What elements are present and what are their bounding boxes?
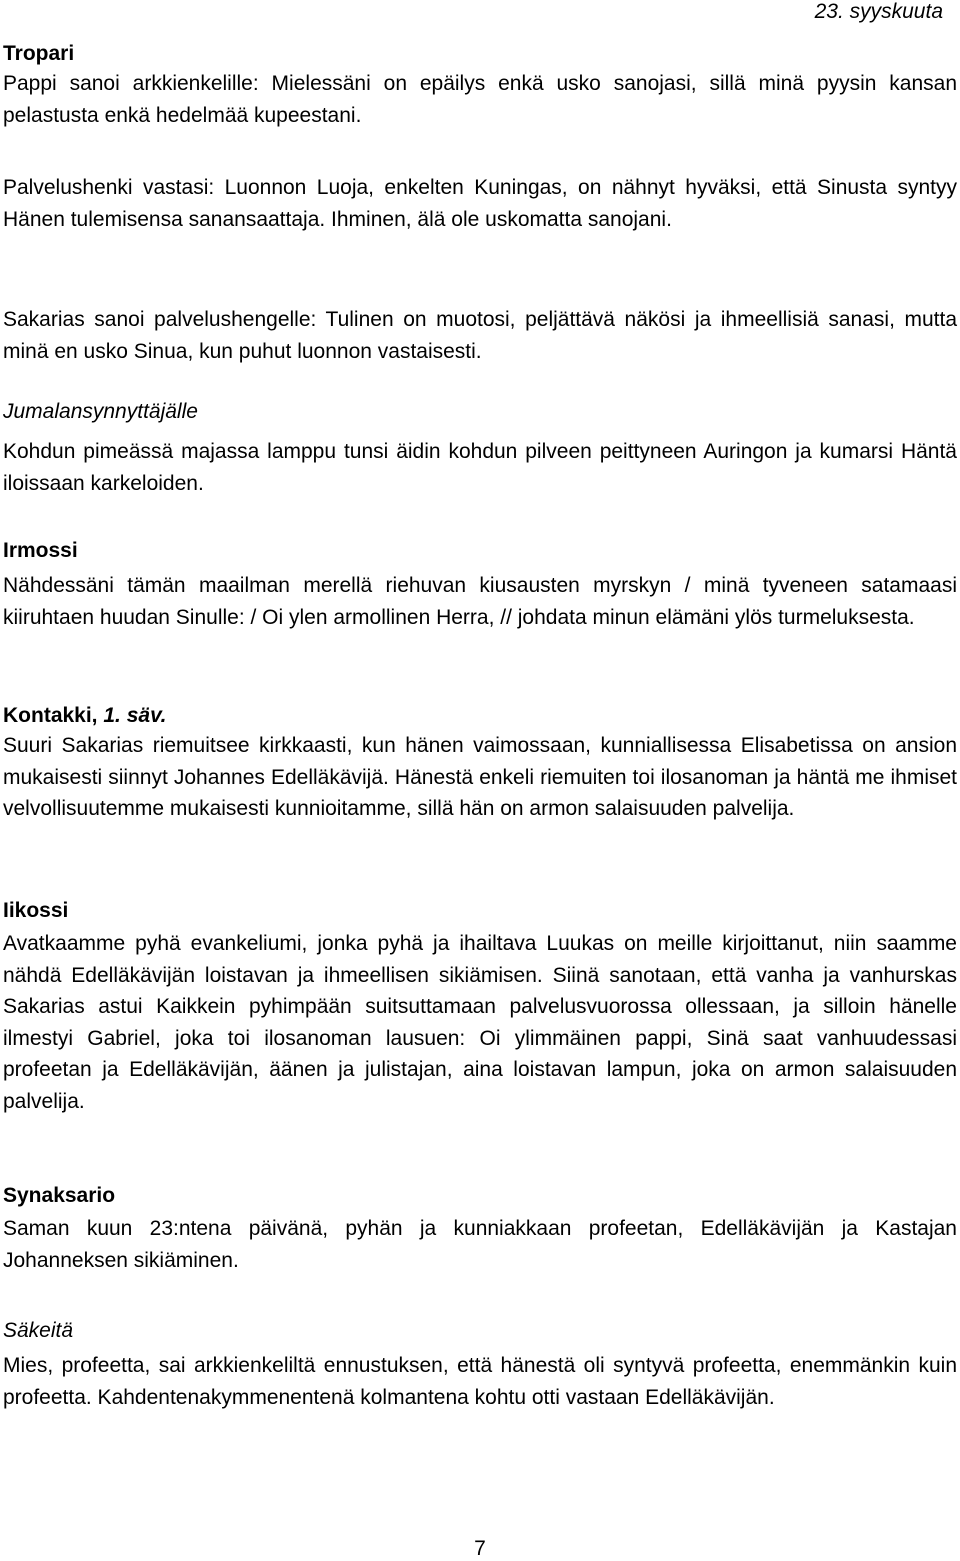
section-tropari-cont-2 — [3, 304, 957, 367]
section-title-tropari: Tropari — [3, 42, 75, 65]
section-title-saekeita: Säkeitä — [3, 1319, 74, 1342]
section-tropari — [3, 40, 957, 131]
saekeita-text: Mies, profeetta, sai arkkienkeliltä ennustuksen, että hänestä oli syntyvä profeetta, enemmänkin kuin profeetta. Kahdentenakymmenentenä kolmantena kohtu otti vastaan Edelläkävijän. — [3, 1354, 957, 1409]
irmossi-text: Nähdessäni tämän maailman merellä riehuvan kiusausten myrskyn / minä tyveneen satamaasi kiiruhtaen huudan Sinulle: / Oi ylen armollinen Herra, // johdata minun elämäni ylös turmeluksesta. — [3, 574, 957, 629]
page-number: 7 — [474, 1537, 486, 1560]
section-synaksario — [3, 1182, 957, 1276]
kontakki-title-tone: 1. säv. — [103, 704, 167, 727]
section-jumalansynnyttajalle — [3, 398, 957, 499]
jumalansynnyttajalle-text: Kohdun pimeässä majassa lamppu tunsi äidin kohdun pilveen peittyneen Auringon ja kumarsi Häntä iloissaan karkeloiden. — [3, 440, 957, 495]
section-irmossi — [3, 537, 957, 633]
section-saekeita — [3, 1317, 957, 1413]
tropari-paragraph-1: Pappi sanoi arkkienkelille: Mielessäni on epäilys enkä usko sanojasi, sillä minä pyysin kansan pelastusta enkä hedelmää kupeestani. — [3, 72, 957, 127]
iikossi-text: Avatkaamme pyhä evankeliumi, jonka pyhä ja ihailtava Luukas on meille kirjoittanut, niin saamme nähdä Edelläkävijän loistavan ja ihmeellisen sikiämisen. Siinä sanotaan, että vanha ja vanhurskas Sakarias astui Kaikkein pyhimpään suitsuttamaan palvelusvuorossa ollessaan, ja silloin hänelle ilmestyi Gabriel, joka toi ilosanoman lausuen: Oi ylimmäinen pappi, Sinä saat vanhuudessasi profeetan ja Edelläkävijän, äänen ja julistajan, aina loistavan lampun, joka on armon salaisuuden palvelija. — [3, 932, 957, 1113]
kontakki-text: Suuri Sakarias riemuitsee kirkkaasti, kun hänen vaimossaan, kunniallisessa Elisabetissa on ansion mukaisesti siinnyt Johannes Edelläkävijä. Hänestä enkeli riemuiten toi ilosanoman ja häntä me ihmiset velvollisuutemme mukaisesti kunnioitamme, sillä hän on armon salaisuuden palvelija. — [3, 734, 957, 820]
date-header: 23. syyskuuta — [814, 0, 943, 23]
section-kontakki — [3, 702, 957, 825]
section-title-irmossi: Irmossi — [3, 539, 78, 562]
tropari-paragraph-3: Sakarias sanoi palvelushengelle: Tulinen on muotosi, peljättävä näkösi ja ihmeellisiä sanasi, mutta minä en usko Sinua, kun puhut luonnon vastaisesti. — [3, 308, 957, 363]
section-title-iikossi: Iikossi — [3, 899, 69, 922]
section-title-jumalansynnyttajalle: Jumalansynnyttäjälle — [3, 400, 198, 423]
section-title-synaksario: Synaksario — [3, 1184, 116, 1207]
tropari-paragraph-2: Palvelushenki vastasi: Luonnon Luoja, enkelten Kuningas, on nähnyt hyväksi, että Sinusta syntyy Hänen tulemisensa sanansaattaja. Ihminen, älä ole uskomatta sanojani. — [3, 176, 957, 231]
section-tropari-cont-1 — [3, 172, 957, 235]
section-title-kontakki — [3, 702, 957, 730]
synaksario-text: Saman kuun 23:ntena päivänä, pyhän ja kunniakkaan profeetan, Edelläkävijän ja Kastajan Johanneksen sikiäminen. — [3, 1217, 957, 1272]
section-iikossi — [3, 897, 957, 1117]
kontakki-title-main: Kontakki, — [3, 704, 104, 727]
